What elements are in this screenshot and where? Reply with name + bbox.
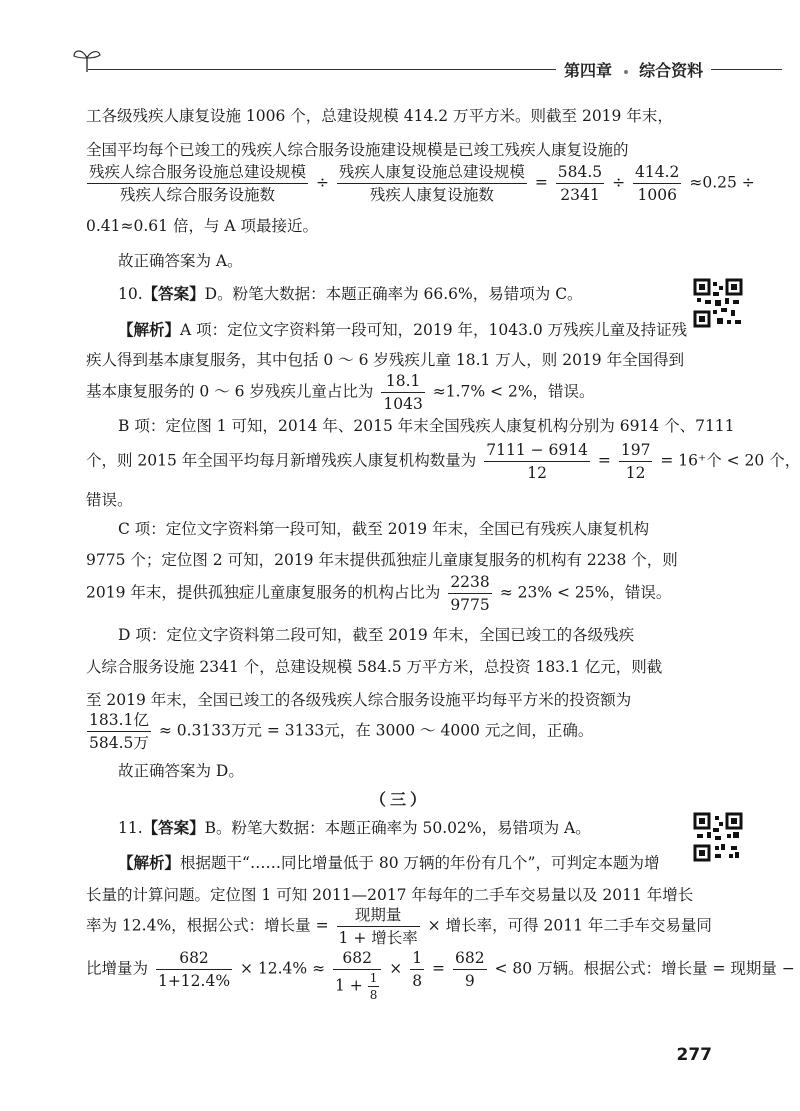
- fraction: $\frac{414.2}{1006}$: [635, 163, 680, 204]
- chapter-header: [556, 58, 711, 81]
- question-11-answer: 11.【答案】B。粉笔大数据：本题正确率为 50.02%，易错项为 A。: [118, 819, 591, 837]
- qr-code-icon[interactable]: [693, 278, 743, 328]
- formula-line: 2019 年末，提供孤独症儿童康复服务的机构占比为 $\frac{2238}{9775}$ ≈ 23% < 25%，错误。: [86, 573, 672, 614]
- formula-line: $\frac{\text{残疾人综合服务设施总建设规模}}{\text{残疾人综合服务设施数}}$ ÷ $\frac{\text{残疾人康复设施总建设规模}}{\text{残疾人康复设施数}}$ = $\frac{584.5}{2341}$ ÷ $\frac{414.2}{1006}$ ≈0.25 ÷: [89, 163, 755, 204]
- fraction: $\frac{682}{9}$: [454, 949, 485, 990]
- fraction: $\frac{1}{8}$: [412, 949, 423, 990]
- answer-line: 故正确答案为 A。: [118, 252, 243, 270]
- text-line: 9775 个；定位图 2 可知，2019 年末提供孤独症儿童康复服务的机构有 2238 个，则: [86, 551, 678, 569]
- fraction: $\frac{7111 - 6914}{12}$: [486, 441, 588, 482]
- text-line: 疾人得到基本康复服务，其中包括 0 ～ 6 岁残疾儿童 18.1 万人，则 2019 年全国得到: [86, 351, 685, 369]
- answer-line: 故正确答案为 D。: [118, 762, 244, 780]
- formula-line: 基本康复服务的 0 ～ 6 岁残疾儿童占比为 $\frac{18.1}{1043}$ ≈1.7% < 2%，错误。: [86, 372, 595, 413]
- formula-line: $\frac{\text{183.1亿}}{\text{584.5万}}$ ≈ 0.3133万元 = 3133元，在 3000 ～ 4000 元之间，正确。: [89, 711, 594, 752]
- chapter-title: 综合资料: [639, 61, 704, 80]
- text-line: 全国平均每个已竣工的残疾人综合服务设施建设规模是已竣工残疾人康复设施的: [86, 141, 629, 159]
- text-line: 长量的计算问题。定位图 1 可知 2011—2017 年每年的二手车交易量以及 2011 年增长: [86, 886, 694, 904]
- page-number: 277: [676, 1045, 712, 1065]
- qr-code-icon[interactable]: [693, 812, 743, 862]
- formula-line: 个，则 2015 年全国平均每月新增残疾人康复机构数量为 $\frac{7111 - 6914}{12}$ = $\frac{197}{12}$ = 16⁺个 < 20 个，: [86, 441, 800, 482]
- fraction: $\frac{18.1}{1043}$: [383, 372, 423, 413]
- fraction: $\frac{682}{1+12.4\%}$: [157, 949, 231, 990]
- question-10-answer: 10.【答案】D。粉笔大数据：本题正确率为 66.6%，易错项为 C。: [118, 285, 583, 303]
- fraction: 682 1 + $\frac{1}{8}$: [333, 948, 381, 1002]
- fraction: $\frac{2238}{9775}$: [450, 573, 490, 614]
- fraction: $\frac{197}{12}$: [620, 441, 651, 482]
- analysis-line: 【解析】根据题干“……同比增量低于 80 万辆的年份有几个”，可判定本题为增: [118, 854, 660, 872]
- section-heading: （三）: [369, 790, 430, 809]
- fraction: $\frac{\text{183.1亿}}{\text{584.5万}}$: [89, 711, 149, 752]
- chapter-number: 第四章: [564, 61, 613, 80]
- text-line: 工各级残疾人康复设施 1006 个，总建设规模 414.2 万平方米。则截至 2019 年末，: [86, 107, 673, 125]
- text-line: 人综合服务设施 2341 个，总建设规模 584.5 万平方米，总投资 183.1 亿元，则截: [86, 658, 663, 676]
- text-line: C 项：定位文字资料第一段可知，截至 2019 年末，全国已有残疾人康复机构: [118, 520, 650, 538]
- text-line: 0.41≈0.61 倍，与 A 项最接近。: [86, 217, 318, 235]
- analysis-line: 【解析】A 项：定位文字资料第一段可知，2019 年，1043.0 万残疾儿童及持证残: [118, 321, 688, 339]
- formula-line: 比增量为 $\frac{682}{1+12.4\%}$ × 12.4% ≈ 682 1 + $\frac{1}{8}$ × $\frac{1}{8}$ = $\frac{682}{9}$ < 80 万辆。根据公式：增长量 = 现期量 −: [86, 949, 795, 1002]
- text-line: B 项：定位图 1 可知，2014 年、2015 年末全国残疾人康复机构分别为 6914 个、7111: [118, 417, 735, 435]
- fraction: $\frac{\text{残疾人康复设施总建设规模}}{\text{残疾人康复设施数}}$: [338, 163, 525, 204]
- text-line: D 项：定位文字资料第二段可知，截至 2019 年末，全国已竣工的各级残疾: [118, 626, 635, 644]
- fraction: $\frac{\text{现期量}}{\text{1 + 增长率}}$: [338, 906, 418, 947]
- fraction: $\frac{\text{残疾人综合服务设施总建设规模}}{\text{残疾人综合服务设施数}}$: [89, 163, 307, 204]
- fraction: $\frac{584.5}{2341}$: [557, 163, 603, 204]
- text-line: 错误。: [86, 491, 133, 509]
- formula-line: 率为 12.4%，根据公式：增长量 = $\frac{\text{现期量}}{\text{1 + 增长率}}$ × 增长率，可得 2011 年二手车交易量同: [86, 906, 712, 947]
- text-line: 至 2019 年末，全国已竣工的各级残疾人综合服务设施平均每平方米的投资额为: [86, 691, 632, 709]
